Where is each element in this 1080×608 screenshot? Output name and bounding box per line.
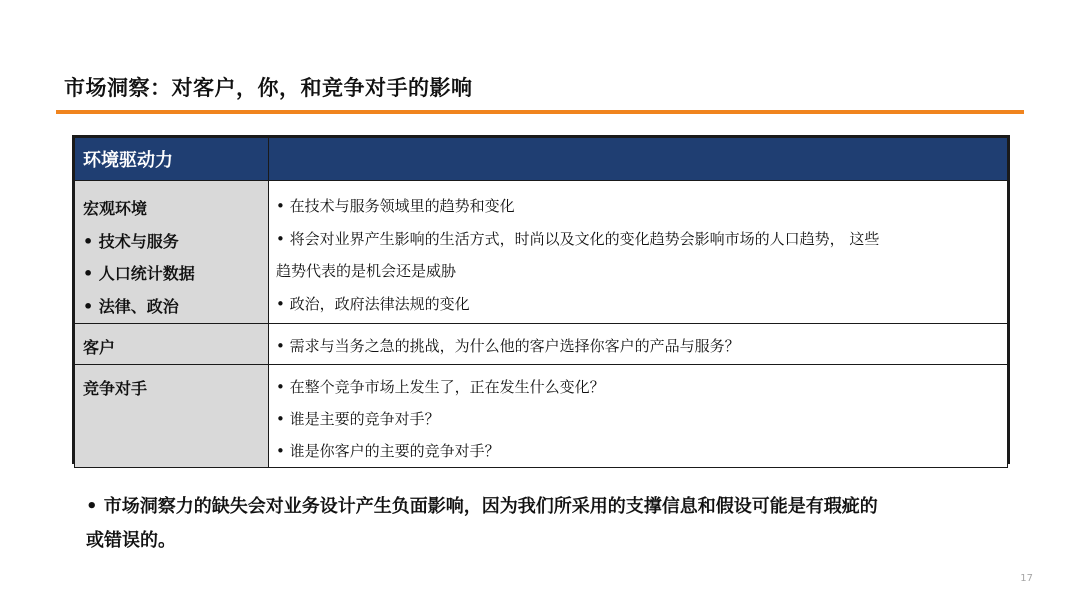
row-content-cell [269, 324, 1008, 365]
table-header-empty-cell [269, 138, 1008, 181]
row-text-line: • 需求与当务之急的挑战，为什么他的客户选择你客户的产品与服务？ [276, 337, 740, 355]
row-content-cell [269, 181, 1008, 324]
row-label-cell [75, 181, 269, 324]
table-header-cell [75, 138, 269, 181]
row-text-line: 趋势代表的是机会还是威胁 [276, 262, 457, 280]
table-row-competitors [75, 365, 1008, 468]
page-number: 17 [1020, 573, 1033, 584]
summary-note-line: • 市场洞察力的缺失会对业务设计产生负面影响，因为我们所采用的支撑信息和假设可能是有瑕疵的 [86, 496, 878, 517]
table-header-row [75, 138, 1008, 181]
row-text-line: • 将会对业界产生影响的生活方式，时尚以及文化的变化趋势会影响市场的人口趋势， 这些 [276, 229, 880, 248]
row-sublabel-tech-services: • 技术与服务 [83, 231, 179, 251]
row-label-cell [75, 324, 269, 365]
row-text-line: • 谁是你客户的主要的竞争对手？ [276, 442, 500, 460]
table-row-customer [75, 324, 1008, 365]
row-label-cell [75, 365, 269, 468]
slide-title: 市场洞察：对客户，你，和竞争对手的影响 [64, 76, 473, 100]
row-content-cell [269, 365, 1008, 468]
summary-note [86, 490, 986, 558]
row-text-line: • 谁是主要的竞争对手？ [276, 410, 440, 428]
title-divider [56, 110, 1024, 114]
row-text-line: • 在整个竞争市场上发生了，正在发生什么变化？ [276, 378, 605, 396]
row-label-customer: 客户 [83, 338, 116, 357]
row-sublabel-demographics: • 人口统计数据 [83, 264, 195, 283]
row-label-competitors: 竞争对手 [83, 379, 148, 398]
table-row-macro-environment [75, 181, 1008, 324]
row-label-macro-environment: 宏观环境 [83, 199, 148, 218]
row-sublabel-legal-political: • 法律、政治 [83, 296, 179, 316]
table-header-label: 环境驱动力 [83, 150, 173, 171]
environment-drivers-table [72, 135, 1010, 464]
row-text-line: • 在技术与服务领域里的趋势和变化 [276, 197, 515, 215]
row-text-line: • 政治，政府法律法规的变化 [276, 294, 470, 313]
summary-note-line: 或错误的。 [86, 530, 176, 551]
